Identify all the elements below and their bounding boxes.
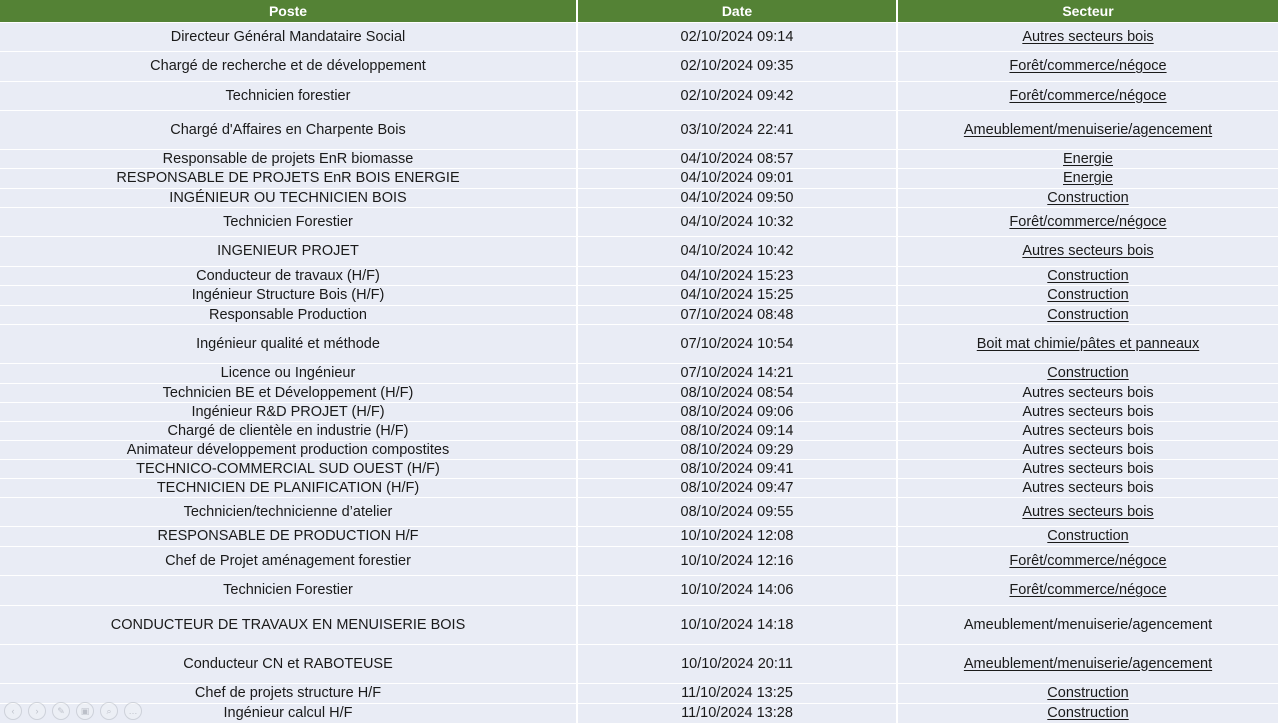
poste-cell: Responsable Production bbox=[0, 306, 577, 325]
secteur-cell bbox=[897, 403, 1278, 422]
date-cell: 10/10/2024 14:18 bbox=[577, 606, 897, 645]
table-row bbox=[0, 169, 1278, 189]
poste-cell: Chargé de recherche et de développement bbox=[0, 52, 577, 82]
secteur-cell bbox=[897, 547, 1278, 576]
table-row bbox=[0, 403, 1278, 422]
poste-cell: Ingénieur calcul H/F bbox=[0, 704, 577, 723]
secteur-link[interactable]: Autres secteurs bois bbox=[1022, 243, 1154, 259]
secteur-link[interactable]: Forêt/commerce/négoce bbox=[1009, 582, 1167, 598]
poste-cell: Conducteur CN et RABOTEUSE bbox=[0, 645, 577, 684]
secteur-link[interactable]: Construction bbox=[1047, 704, 1129, 721]
header-row bbox=[0, 0, 1278, 23]
secteur-link[interactable]: Construction bbox=[1047, 267, 1129, 284]
date-cell: 03/10/2024 22:41 bbox=[577, 111, 897, 150]
date-cell: 10/10/2024 20:11 bbox=[577, 645, 897, 684]
header-poste: Poste bbox=[0, 0, 577, 23]
table-row bbox=[0, 189, 1278, 208]
date-cell: 08/10/2024 09:06 bbox=[577, 403, 897, 422]
date-cell: 10/10/2024 12:16 bbox=[577, 547, 897, 576]
secteur-text: Autres secteurs bois bbox=[1022, 403, 1154, 420]
secteur-cell bbox=[897, 422, 1278, 441]
secteur-cell bbox=[897, 479, 1278, 498]
date-cell: 04/10/2024 09:01 bbox=[577, 169, 897, 189]
date-cell: 08/10/2024 09:29 bbox=[577, 441, 897, 460]
poste-cell: Chargé d'Affaires en Charpente Bois bbox=[0, 111, 577, 150]
secteur-link[interactable]: Construction bbox=[1047, 189, 1129, 206]
secteur-text: Autres secteurs bois bbox=[1022, 441, 1154, 458]
secteur-text: Autres secteurs bois bbox=[1022, 479, 1154, 496]
secteur-link[interactable]: Ameublement/menuiserie/agencement bbox=[963, 121, 1213, 138]
date-cell: 04/10/2024 09:50 bbox=[577, 189, 897, 208]
date-cell: 08/10/2024 09:47 bbox=[577, 479, 897, 498]
poste-cell: Animateur développement production compostites bbox=[0, 441, 577, 460]
date-cell: 07/10/2024 10:54 bbox=[577, 325, 897, 364]
date-cell: 02/10/2024 09:14 bbox=[577, 23, 897, 52]
poste-cell: Technicien/technicienne d’atelier bbox=[0, 498, 577, 527]
more-icon[interactable]: … bbox=[124, 702, 142, 720]
secteur-cell bbox=[897, 704, 1278, 723]
table-row bbox=[0, 645, 1278, 684]
table-row bbox=[0, 286, 1278, 306]
poste-cell: Technicien forestier bbox=[0, 82, 577, 111]
secteur-cell bbox=[897, 267, 1278, 286]
secteur-link[interactable]: Forêt/commerce/négoce bbox=[1009, 87, 1167, 104]
poste-cell: Technicien Forestier bbox=[0, 208, 577, 237]
table-row bbox=[0, 306, 1278, 325]
next-icon[interactable]: › bbox=[28, 702, 46, 720]
table-row bbox=[0, 23, 1278, 52]
table-row bbox=[0, 237, 1278, 267]
secteur-link[interactable]: Construction bbox=[1047, 528, 1129, 544]
secteur-link[interactable]: Energie bbox=[1063, 170, 1113, 186]
table-row bbox=[0, 527, 1278, 547]
poste-cell: Licence ou Ingénieur bbox=[0, 364, 577, 384]
slides-icon[interactable]: ▣ bbox=[76, 702, 94, 720]
secteur-cell bbox=[897, 82, 1278, 111]
secteur-link[interactable]: Forêt/commerce/négoce bbox=[1009, 213, 1167, 230]
table-row bbox=[0, 498, 1278, 527]
poste-cell: Ingénieur R&D PROJET (H/F) bbox=[0, 403, 577, 422]
table-row bbox=[0, 704, 1278, 723]
secteur-cell bbox=[897, 169, 1278, 189]
table-row bbox=[0, 325, 1278, 364]
secteur-cell bbox=[897, 527, 1278, 547]
secteur-cell bbox=[897, 237, 1278, 267]
poste-cell: Directeur Général Mandataire Social bbox=[0, 23, 577, 52]
secteur-cell bbox=[897, 684, 1278, 704]
poste-cell: Technicien Forestier bbox=[0, 576, 577, 606]
secteur-link[interactable]: Construction bbox=[1047, 287, 1129, 303]
table-row bbox=[0, 606, 1278, 645]
date-cell: 08/10/2024 08:54 bbox=[577, 384, 897, 403]
table-body bbox=[0, 23, 1278, 723]
secteur-cell bbox=[897, 460, 1278, 479]
date-cell: 02/10/2024 09:42 bbox=[577, 82, 897, 111]
table-row bbox=[0, 479, 1278, 498]
secteur-link[interactable]: Forêt/commerce/négoce bbox=[1009, 58, 1167, 74]
table-row bbox=[0, 547, 1278, 576]
poste-cell: CONDUCTEUR DE TRAVAUX EN MENUISERIE BOIS bbox=[0, 606, 577, 645]
header-secteur: Secteur bbox=[897, 0, 1278, 23]
header-date: Date bbox=[577, 0, 897, 23]
table-row bbox=[0, 422, 1278, 441]
secteur-cell bbox=[897, 208, 1278, 237]
poste-cell: TECHNICIEN DE PLANIFICATION (H/F) bbox=[0, 479, 577, 498]
table-row bbox=[0, 576, 1278, 606]
secteur-cell bbox=[897, 645, 1278, 684]
date-cell: 04/10/2024 10:32 bbox=[577, 208, 897, 237]
table-row bbox=[0, 52, 1278, 82]
poste-cell: Conducteur de travaux (H/F) bbox=[0, 267, 577, 286]
secteur-cell bbox=[897, 306, 1278, 325]
poste-cell: INGÉNIEUR OU TECHNICIEN BOIS bbox=[0, 189, 577, 208]
table-row bbox=[0, 111, 1278, 150]
poste-cell: Chargé de clientèle en industrie (H/F) bbox=[0, 422, 577, 441]
secteur-link[interactable]: Construction bbox=[1047, 306, 1129, 323]
secteur-cell bbox=[897, 364, 1278, 384]
table-row bbox=[0, 384, 1278, 403]
secteur-cell bbox=[897, 150, 1278, 169]
table-row bbox=[0, 364, 1278, 384]
secteur-link[interactable]: Autres secteurs bois bbox=[1022, 503, 1154, 520]
poste-cell: Technicien BE et Développement (H/F) bbox=[0, 384, 577, 403]
poste-cell: INGENIEUR PROJET bbox=[0, 237, 577, 267]
secteur-link[interactable]: Ameublement/menuiserie/agencement bbox=[963, 655, 1213, 672]
date-cell: 11/10/2024 13:28 bbox=[577, 704, 897, 723]
poste-cell: RESPONSABLE DE PROJETS EnR BOIS ENERGIE bbox=[0, 169, 577, 189]
secteur-cell bbox=[897, 498, 1278, 527]
previous-icon[interactable]: ‹ bbox=[4, 702, 22, 720]
date-cell: 10/10/2024 14:06 bbox=[577, 576, 897, 606]
date-cell: 08/10/2024 09:41 bbox=[577, 460, 897, 479]
table-row bbox=[0, 460, 1278, 479]
date-cell: 04/10/2024 15:23 bbox=[577, 267, 897, 286]
table-row bbox=[0, 684, 1278, 704]
secteur-cell bbox=[897, 576, 1278, 606]
date-cell: 07/10/2024 08:48 bbox=[577, 306, 897, 325]
date-cell: 04/10/2024 15:25 bbox=[577, 286, 897, 306]
secteur-cell bbox=[897, 606, 1278, 645]
table-row bbox=[0, 441, 1278, 460]
secteur-cell bbox=[897, 325, 1278, 364]
secteur-link[interactable]: Construction bbox=[1047, 685, 1129, 701]
table-row bbox=[0, 208, 1278, 237]
poste-cell: Chef de projets structure H/F bbox=[0, 684, 577, 704]
secteur-link[interactable]: Energie bbox=[1063, 150, 1113, 167]
date-cell: 08/10/2024 09:55 bbox=[577, 498, 897, 527]
poste-cell: Responsable de projets EnR biomasse bbox=[0, 150, 577, 169]
table-row bbox=[0, 82, 1278, 111]
date-cell: 10/10/2024 12:08 bbox=[577, 527, 897, 547]
date-cell: 02/10/2024 09:35 bbox=[577, 52, 897, 82]
secteur-cell bbox=[897, 111, 1278, 150]
secteur-link[interactable]: Forêt/commerce/négoce bbox=[1009, 552, 1167, 569]
date-cell: 07/10/2024 14:21 bbox=[577, 364, 897, 384]
secteur-cell bbox=[897, 286, 1278, 306]
slideshow-controls bbox=[4, 702, 142, 720]
secteur-text: Autres secteurs bois bbox=[1022, 384, 1154, 401]
secteur-cell bbox=[897, 23, 1278, 52]
secteur-link[interactable]: Construction bbox=[1047, 365, 1129, 381]
poste-cell: Chef de Projet aménagement forestier bbox=[0, 547, 577, 576]
secteur-cell bbox=[897, 52, 1278, 82]
secteur-cell bbox=[897, 189, 1278, 208]
secteur-cell bbox=[897, 441, 1278, 460]
secteur-cell bbox=[897, 384, 1278, 403]
date-cell: 04/10/2024 08:57 bbox=[577, 150, 897, 169]
poste-cell: Ingénieur qualité et méthode bbox=[0, 325, 577, 364]
date-cell: 08/10/2024 09:14 bbox=[577, 422, 897, 441]
poste-cell: RESPONSABLE DE PRODUCTION H/F bbox=[0, 527, 577, 547]
secteur-text: Ameublement/menuiserie/agencement bbox=[963, 616, 1213, 633]
zoom-icon[interactable]: ⌕ bbox=[100, 702, 118, 720]
table-row bbox=[0, 267, 1278, 286]
secteur-text: Autres secteurs bois bbox=[1022, 460, 1154, 477]
secteur-text: Autres secteurs bois bbox=[1022, 422, 1154, 439]
secteur-link[interactable]: Autres secteurs bois bbox=[1022, 28, 1154, 45]
poste-cell: TECHNICO-COMMERCIAL SUD OUEST (H/F) bbox=[0, 460, 577, 479]
date-cell: 04/10/2024 10:42 bbox=[577, 237, 897, 267]
date-cell: 11/10/2024 13:25 bbox=[577, 684, 897, 704]
secteur-link[interactable]: Boit mat chimie/pâtes et panneaux bbox=[976, 335, 1200, 352]
table-row bbox=[0, 150, 1278, 169]
poste-cell: Ingénieur Structure Bois (H/F) bbox=[0, 286, 577, 306]
pen-icon[interactable]: ✎ bbox=[52, 702, 70, 720]
